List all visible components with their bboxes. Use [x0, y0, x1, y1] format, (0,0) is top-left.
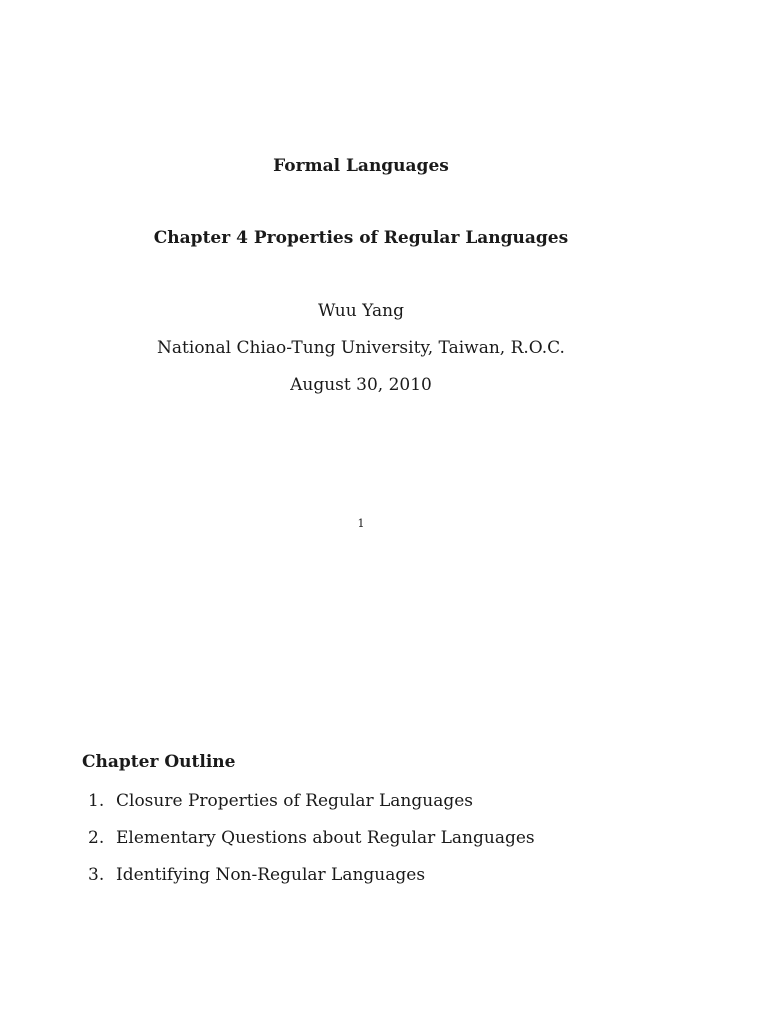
document-date: August 30, 2010 — [290, 375, 432, 395]
list-item-label: Closure Properties of Regular Languages — [116, 791, 473, 811]
document-title: Formal Languages — [273, 156, 449, 176]
list-item — [88, 788, 535, 825]
list-item-number: 2. — [88, 828, 105, 848]
list-item — [88, 825, 535, 862]
page-number: 1 — [357, 517, 365, 530]
chapter-title: Chapter 4 Properties of Regular Languages — [153, 228, 569, 248]
list-item-number: 1. — [88, 791, 105, 811]
list-item-label: Identifying Non-Regular Languages — [116, 865, 426, 885]
outline-heading: Chapter Outline — [82, 752, 236, 772]
outline-list — [88, 788, 535, 899]
author-name: Wuu Yang — [318, 301, 404, 321]
author-affiliation: National Chiao-Tung University, Taiwan, R.O.C. — [157, 338, 565, 358]
list-item — [88, 862, 535, 899]
list-item-label: Elementary Questions about Regular Languages — [116, 828, 535, 848]
list-item-number: 3. — [88, 865, 105, 885]
